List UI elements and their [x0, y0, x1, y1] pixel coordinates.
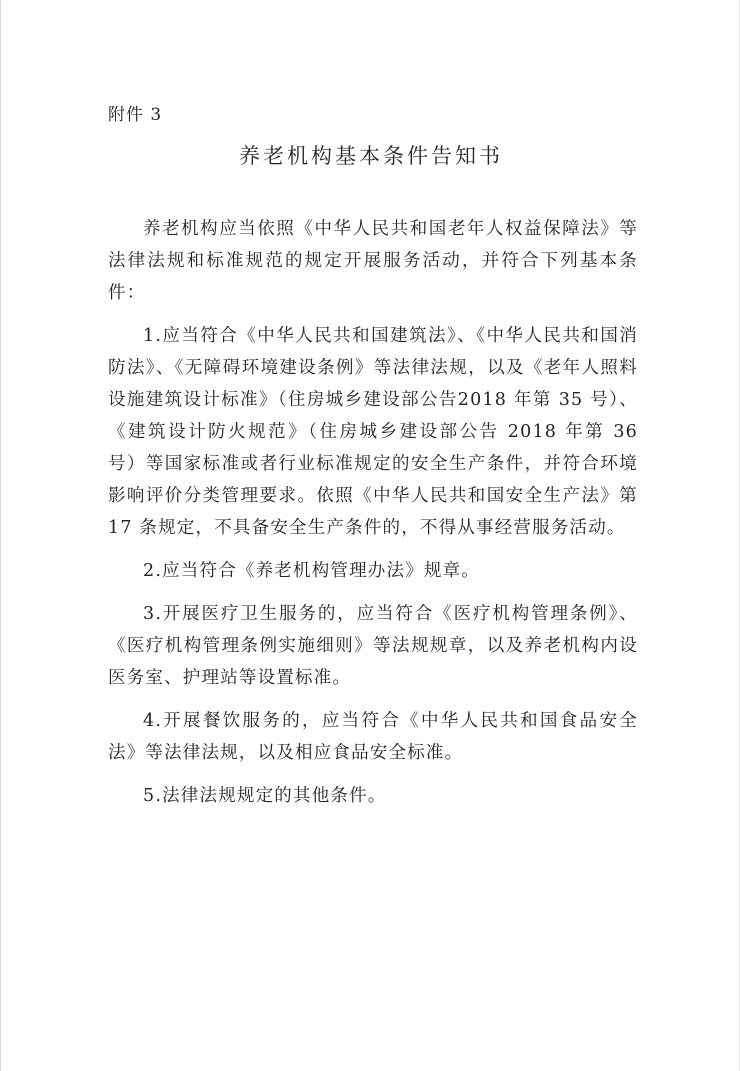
- document-body: [108, 213, 638, 823]
- attachment-label: 附件 3: [108, 105, 163, 125]
- paragraph-condition-4: 4.开展餐饮服务的，应当符合《中华人民共和国食品安全法》等法律法规，以及相应食品安全标准。: [108, 711, 638, 763]
- paragraph-condition-2: 2.应当符合《养老机构管理办法》规章。: [143, 561, 480, 581]
- paragraph-intro: 养老机构应当依照《中华人民共和国老年人权益保障法》等法律法规和标准规范的规定开展服务活动，并符合下列基本条件：: [108, 219, 638, 303]
- paragraph-condition-1: 1.应当符合《中华人民共和国建筑法》、《中华人民共和国消防法》、《无障碍环境建设条例》等法律法规，以及《老年人照料设施建筑设计标准》（住房城乡建设部公告2018 年第 35 号）、《建筑设计防火规范》（住房城乡建设部公告 2018 年第 36 号）等国家标准或者行业标准规定的安全生产条件，并符合环境影响评价分类管理要求。依照《中华人民共和国安全生产法》第 17 条规定，不具备安全生产条件的，不得从事经营服务活动。: [108, 326, 638, 538]
- paragraph-condition-5: 5.法律法规规定的其他条件。: [143, 786, 387, 806]
- paragraph-condition-3: 3.开展医疗卫生服务的，应当符合《医疗机构管理条例》、《医疗机构管理条例实施细则》等法规规章，以及养老机构内设医务室、护理站等设置标准。: [108, 604, 638, 688]
- document-title: 养老机构基本条件告知书: [239, 144, 503, 168]
